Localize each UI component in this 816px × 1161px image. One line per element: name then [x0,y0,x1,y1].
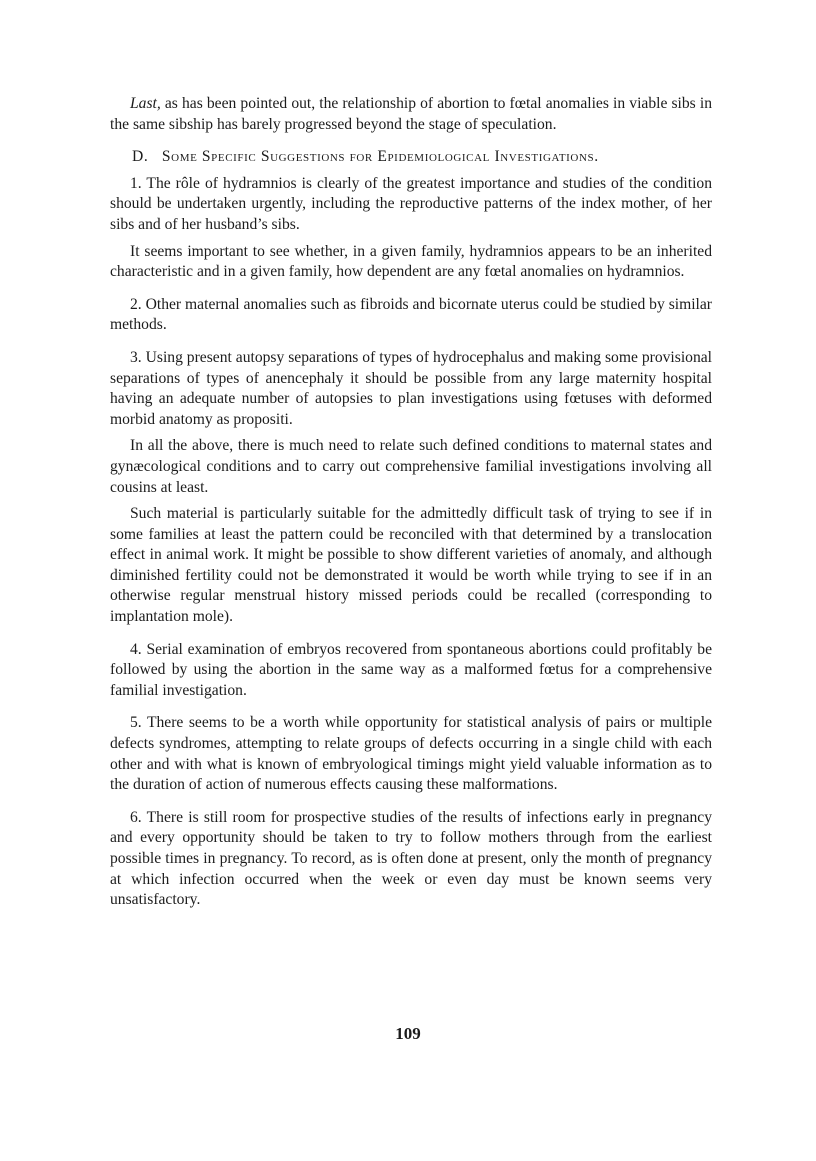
intro-text: as has been pointed out, the relationship of abortion to fœtal anomalies in viable sibs in the same sibship has barely progressed beyond the stage of speculation. [110,95,712,133]
intro-paragraph [110,94,712,135]
paragraph-hydramnios: 1. The rôle of hydramnios is clearly of the greatest importance and studies of the condition should be undertaken urgently, including the reproductive patterns of the index mother, of her sibs and of her husband’s sibs. [110,174,712,233]
section-heading [110,147,712,168]
paragraph-embryos: 4. Serial examination of embryos recovered from spontaneous abortions could profitably be followed by using the abortion in the same way as a malformed fœtus for a comprehensive familial investigation. [110,640,712,699]
paragraph-infections: 6. There is still room for prospective studies of the results of infections early in pregnancy and every opportunity should be taken to try to follow mothers through from the earliest possible times in pregnancy. To record, as is often done at present, only the month of pregnancy at which infection occurred when the week or even day must be known seems very unsatisfactory. [110,808,712,909]
intro-lead-word: Last, [130,95,161,112]
paragraph-inherited: It seems important to see whether, in a given family, hydramnios appears to be an inherited characteristic and in a given family, how dependent are any fœtal anomalies on hydramnios. [110,242,712,281]
paragraph-maternal-anomalies: 2. Other maternal anomalies such as fibroids and bicornate uterus could be studied by similar methods. [110,295,712,334]
paragraph-material: Such material is particularly suitable for the admittedly difficult task of trying to see if in some families at least the pattern could be reconciled with that determined by a translocation effect in animal work. It might be possible to show different varieties of anomaly, and although diminished fertility could not be demonstrated it would be worth while trying to see if in an otherwise regular menstrual history missed periods could be recalled (corresponding to implantation mole). [110,505,712,626]
paragraph-all-above: In all the above, there is much need to relate such defined conditions to maternal states and gynæcological conditions and to carry out comprehensive familial investigations involving all cousins at least. [110,437,712,496]
page-number: 109 [395,1024,421,1043]
section-letter: D. [132,148,149,166]
paragraph-statistical: 5. There seems to be a worth while opportunity for statistical analysis of pairs or multiple defects syndromes, attempting to relate groups of defects occurring in a single child with each other and with what is known of embryological timings might yield valuable information as to the duration of action of numerous effects causing these malformations. [110,714,712,794]
page-body [110,94,712,917]
section-title: Some Specific Suggestions for Epidemiological Investigations. [161,148,599,166]
paragraph-autopsy: 3. Using present autopsy separations of types of hydrocephalus and making some provisional separations of types of anencephaly it should be possible from any large maternity hospital having an adequate number of autopsies to plan investigations using fœtuses with deformed morbid anatomy as propositi. [110,348,712,428]
